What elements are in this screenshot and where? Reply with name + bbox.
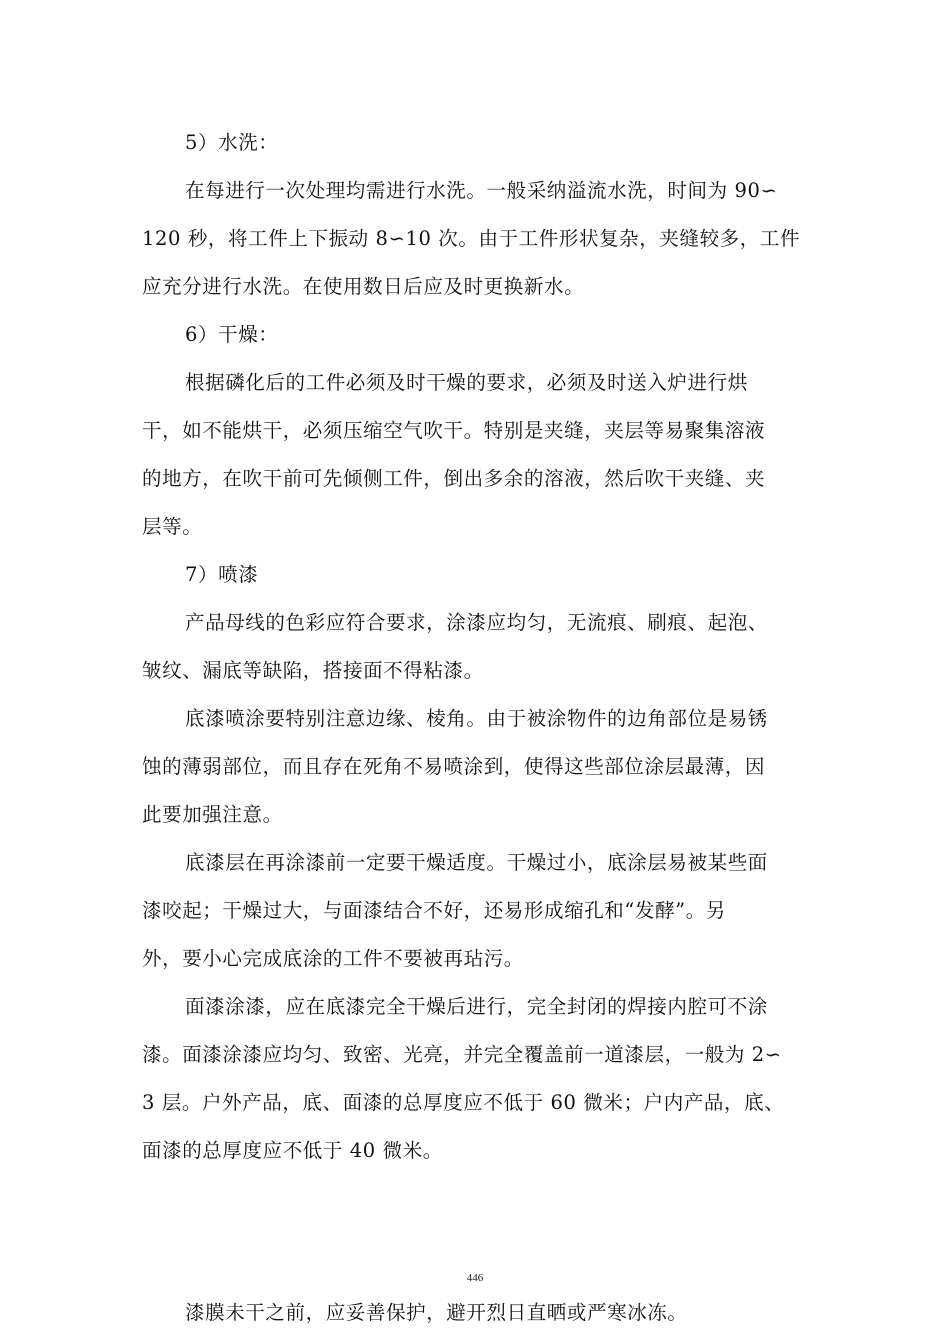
paragraph-line: 漆膜未干之前，应妥善保护，避开烈日直晒或严寒冰冻。: [185, 1301, 688, 1324]
paragraph-line: 应充分进行水洗。在使用数日后应及时更换新水。: [142, 275, 585, 298]
paragraph-line: 120 秒，将工件上下振动 8∽10 次。由于工件形状复杂，夹缝较多，工件: [142, 227, 801, 250]
paragraph-line: 根据磷化后的工件必须及时干燥的要求，必须及时送入炉进行烘: [185, 371, 748, 394]
paragraph-line: 面漆的总厚度应不低于 40 微米。: [142, 1139, 443, 1162]
heading-washing: 5）水洗：: [185, 131, 279, 154]
paragraph-line: 底漆喷涂要特别注意边缘、棱角。由于被涂物件的边角部位是易锈: [185, 707, 768, 730]
paragraph-line: 蚀的薄弱部位，而且存在死角不易喷涂到，使得这些部位涂层最薄，因: [142, 755, 766, 778]
paragraph-line: 在每进行一次处理均需进行水洗。一般采纳溢流水洗，时间为 90∽: [185, 179, 778, 202]
paragraph-line: 3 层。户外产品，底、面漆的总厚度应不低于 60 微米；户内产品，底、: [142, 1091, 785, 1114]
paragraph-line: 此要加强注意。: [142, 803, 283, 826]
paragraph-line: 层等。: [142, 515, 203, 538]
paragraph-line: 漆咬起；干燥过大，与面漆结合不好，还易形成缩孔和“发酵”。另: [142, 899, 726, 922]
paragraph-line: 漆。面漆涂漆应均匀、致密、光亮，并完全覆盖前一道漆层，一般为 2∽: [142, 1043, 782, 1066]
paragraph-line: 面漆涂漆，应在底漆完全干燥后进行，完全封闭的焊接内腔可不涂: [185, 995, 768, 1018]
paragraph-line: 干，如不能烘干，必须压缩空气吹干。特别是夹缝，夹层等易聚集溶液: [142, 419, 766, 442]
paragraph-line: 外，要小心完成底涂的工件不要被再玷污。: [142, 947, 524, 970]
paragraph-line: 产品母线的色彩应符合要求，涂漆应均匀，无流痕、刷痕、起泡、: [185, 611, 768, 634]
heading-spray-paint: 7）喷漆: [185, 563, 259, 586]
paragraph-line: 皱纹、漏底等缺陷，搭接面不得粘漆。: [142, 659, 484, 682]
heading-drying: 6）干燥：: [185, 323, 279, 346]
page-number: 446: [466, 1272, 484, 1284]
paragraph-line: 底漆层在再涂漆前一定要干燥适度。干燥过小，底涂层易被某些面: [185, 851, 768, 874]
paragraph-line: 的地方，在吹干前可先倾侧工件，倒出多余的溶液，然后吹干夹缝、夹: [142, 467, 766, 490]
